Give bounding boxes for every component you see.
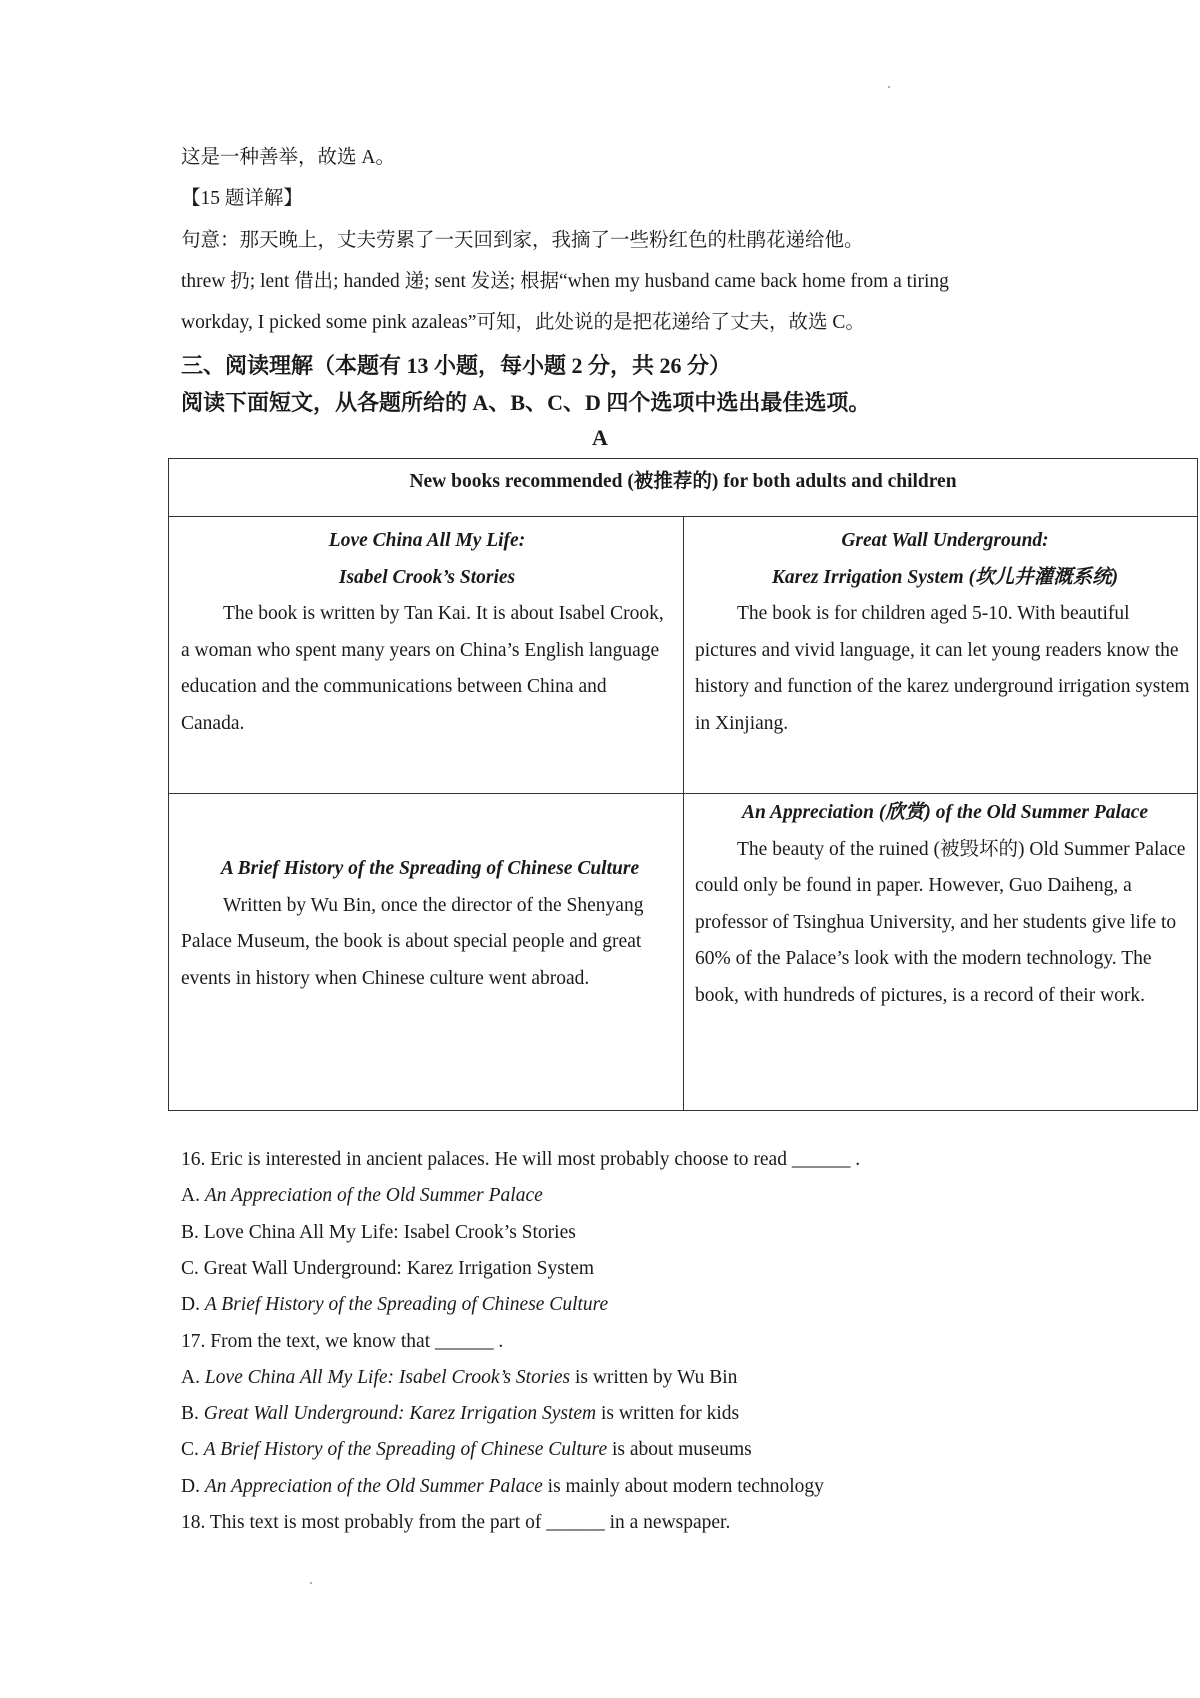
option-suffix: is about museums [607,1439,752,1460]
book-cell [695,795,1195,1014]
book-description: The book is for children aged 5-10. With beautiful pictures and vivid language, it can let young readers know the history and function of the karez underground irrigation system in Xinjiang. [695,603,1190,734]
answer-option: B. Love China All My Life: Isabel Crook’s Stories [181,1222,576,1243]
answer-option [181,1437,752,1463]
scan-speck [310,1582,312,1584]
answer-option [181,1474,824,1500]
book-description: The book is written by Tan Kai. It is about Isabel Crook, a woman who spent many years on China’s English language education and the communications between China and Canada. [181,603,664,734]
book-description: The beauty of the ruined (被毁坏的) Old Summer Palace could only be found in paper. However, Guo Daiheng, a professor of Tsinghua University, and her students give life to 60% of the Palace’s look with the modern technology. The book, with hundreds of pictures, is a record of their work. [695,838,1186,1006]
question-stem: 16. Eric is interested in ancient palaces. He will most probably choose to read ______ . [181,1149,861,1170]
question-stem: 17. From the text, we know that ______ . [181,1331,504,1352]
book-table [168,458,1198,1111]
book-cell [181,523,673,742]
row-divider [169,793,1197,794]
book-subtitle: Isabel Crook’s Stories [338,566,516,588]
option-text: Love China All My Life: Isabel Crook’s Stories [204,1367,571,1388]
table-header: New books recommended (被推荐的) for both adults and children [169,459,1197,517]
option-prefix: A. [181,1185,205,1206]
option-prefix: A. [181,1367,205,1388]
scan-speck [888,86,890,88]
book-title: An Appreciation (欣赏) of the Old Summer Palace [741,802,1149,823]
section-title: 三、阅读理解（本题有 13 小题，每小题 2 分，共 26 分） [181,353,732,378]
option-text: A Brief History of the Spreading of Chinese Culture [204,1294,609,1315]
option-prefix: B. [181,1403,204,1424]
q15-explanation-line: threw 扔; lent 借出; handed 递; sent 发送; 根据“when my husband came back home from a tiring [181,271,949,292]
book-cell [181,851,679,997]
book-title: A Brief History of the Spreading of Chinese Culture [220,858,640,879]
option-suffix: is mainly about modern technology [542,1476,824,1497]
option-text: A Brief History of the Spreading of Chinese Culture [203,1439,608,1460]
option-prefix: D. [181,1476,205,1497]
option-text: An Appreciation of the Old Summer Palace [204,1185,543,1206]
option-text: An Appreciation of the Old Summer Palace [204,1476,543,1497]
book-cell [695,523,1195,742]
q15-meaning: 句意：那天晚上，丈夫劳累了一天回到家，我摘了一些粉红色的杜鹃花递给他。 [181,230,864,251]
answer-option: C. Great Wall Underground: Karez Irrigation System [181,1258,595,1279]
q15-explanation-line: workday, I picked some pink azaleas”可知，此处说的是把花递给了丈夫，故选 C。 [181,312,865,333]
passage-letter: A [592,425,608,450]
option-suffix: is written for kids [596,1403,740,1424]
analysis-line: 这是一种善举，故选 A。 [181,147,395,168]
book-title: Love China All My Life: [328,530,526,551]
answer-option [181,1401,739,1427]
q15-label: 【15 题详解】 [181,188,303,209]
answer-option [181,1183,543,1209]
book-description: Written by Wu Bin, once the director of the Shenyang Palace Museum, the book is about special people and great events in history when Chinese culture went abroad. [181,894,644,989]
answer-option [181,1365,737,1391]
option-suffix: is written by Wu Bin [570,1367,738,1388]
option-prefix: C. [181,1439,204,1460]
column-divider [683,517,684,1111]
question-stem: 18. This text is most probably from the part of ______ in a newspaper. [181,1512,731,1533]
book-subtitle: Karez Irrigation System (坎儿井灌溉系统) [771,566,1119,588]
section-instruction: 阅读下面短文，从各题所给的 A、B、C、D 四个选项中选出最佳选项。 [181,390,871,415]
answer-option [181,1292,608,1318]
option-prefix: D. [181,1294,205,1315]
option-text: Great Wall Underground: Karez Irrigation System [203,1403,597,1424]
book-title: Great Wall Underground: [841,530,1049,551]
